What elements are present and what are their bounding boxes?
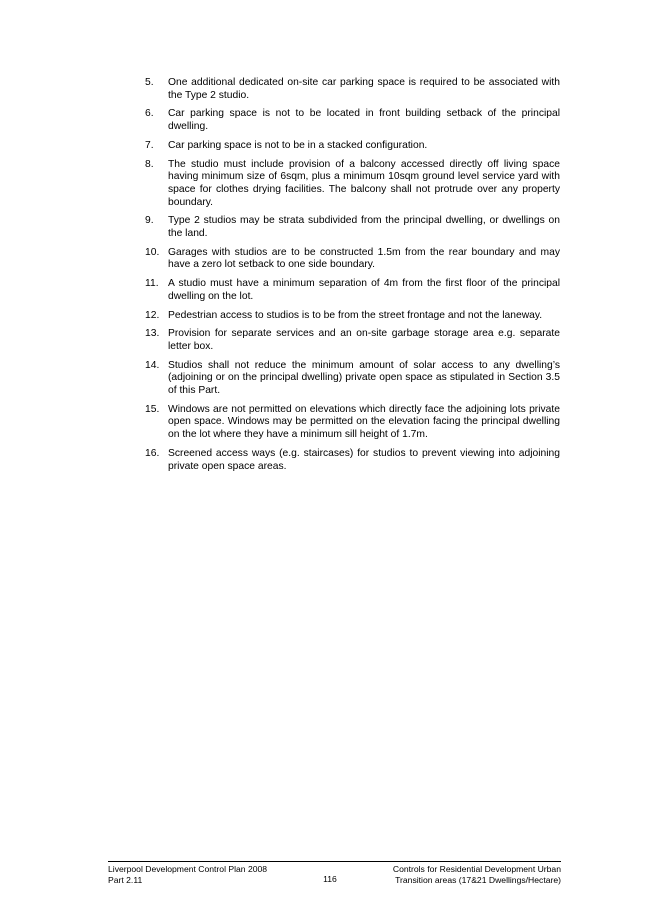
- footer-section-title-line1: Controls for Residential Development Urban: [392, 864, 561, 874]
- item-number: 15.: [145, 403, 160, 415]
- list-item: [145, 310, 560, 323]
- item-number: 14.: [145, 359, 160, 371]
- list-item: [145, 108, 560, 133]
- list-item: [145, 360, 560, 398]
- item-text: Car parking space is not to be located in front building setback of the principal dwelling.: [168, 108, 560, 133]
- item-number: 6.: [145, 108, 154, 120]
- list-item: [145, 278, 560, 303]
- item-number: 16.: [145, 447, 160, 459]
- item-text: The studio must include provision of a balcony accessed directly off living space having minimum size of 6sqm, plus a minimum 10sqm ground level service yard with space for clothes drying facilities. The balcony shall not protrude over any property boundary.: [168, 158, 560, 208]
- item-number: 7.: [145, 139, 154, 151]
- list-item: [145, 159, 560, 210]
- footer-right: [393, 864, 561, 885]
- controls-list: [145, 77, 560, 479]
- item-number: 12.: [145, 309, 160, 321]
- item-text: Studios shall not reduce the minimum amount of solar access to any dwelling’s (adjoining or on the principal dwelling) private open space as stipulated in Section 3.5 of this Part.: [168, 359, 560, 397]
- list-item: [145, 77, 560, 102]
- list-item: [145, 215, 560, 240]
- footer-section-title-line2: Transition areas (17&21 Dwellings/Hectare): [395, 874, 561, 885]
- item-number: 11.: [145, 278, 159, 290]
- item-text: Car parking space is not to be in a stacked configuration.: [168, 139, 428, 151]
- item-number: 13.: [145, 328, 160, 340]
- footer-divider: [108, 861, 561, 862]
- list-item: [145, 404, 560, 442]
- item-number: 8.: [145, 158, 154, 170]
- item-text: One additional dedicated on-site car parking space is required to be associated with the Type 2 studio.: [168, 77, 560, 101]
- list-item: [145, 247, 560, 272]
- item-text: Garages with studios are to be constructed 1.5m from the rear boundary and may have a zero lot setback to one side boundary.: [168, 246, 560, 271]
- item-text: A studio must have a minimum separation of 4m from the first floor of the principal dwelling on the lot.: [168, 278, 560, 302]
- item-text: Provision for separate services and an on-site garbage storage area e.g. separate letter box.: [168, 328, 560, 352]
- item-number: 9.: [145, 215, 154, 227]
- item-text: Type 2 studios may be strata subdivided from the principal dwelling, or dwellings on the land.: [168, 215, 560, 240]
- list-item: [145, 140, 560, 153]
- footer-left: [108, 864, 267, 885]
- footer-document-title: Liverpool Development Control Plan 2008: [108, 864, 268, 874]
- list-item: [145, 448, 560, 473]
- item-text: Pedestrian access to studios is to be from the street frontage and not the laneway.: [168, 309, 543, 321]
- item-number: 10.: [145, 246, 160, 258]
- item-number: 5.: [145, 77, 154, 88]
- item-text: Windows are not permitted on elevations which directly face the adjoining lots private open space. Windows may be permitted on the elevation facing the principal dwelling on the lot where they have a minimum sill height of 1.7m.: [168, 403, 560, 441]
- item-text: Screened access ways (e.g. staircases) for studios to prevent viewing into adjoining private open space areas.: [168, 447, 560, 472]
- page-number: 116: [323, 874, 337, 884]
- list-item: [145, 328, 560, 353]
- footer-part-number: Part 2.11: [108, 874, 143, 885]
